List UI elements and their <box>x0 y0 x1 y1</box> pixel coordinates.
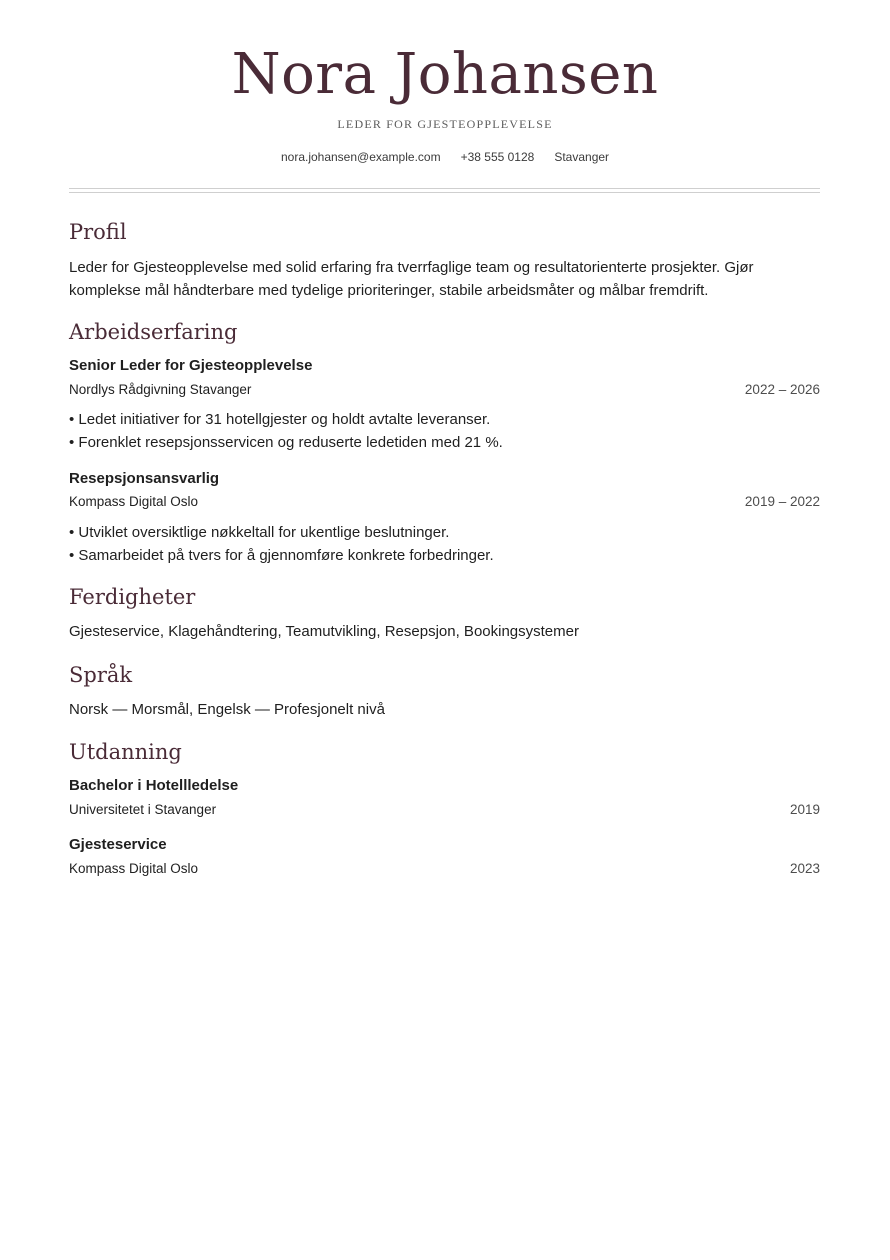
education-degree: Bachelor i Hotellledelse <box>69 777 239 794</box>
education-school: Kompass Digital Oslo <box>69 861 199 876</box>
contact-line <box>0 149 890 166</box>
section-heading-education: Utdanning <box>69 740 182 764</box>
job-company: Kompass Digital Oslo <box>69 494 199 509</box>
section-heading-languages: Språk <box>69 663 133 687</box>
job-bullet: • Utviklet oversiktlige nøkkeltall for ukentlige beslutninger. <box>69 521 821 544</box>
job-dates: 2019 – 2022 <box>744 494 820 509</box>
section-heading-skills: Ferdigheter <box>69 585 196 609</box>
education-meta <box>69 801 820 819</box>
job-bullet: • Forenklet resepsjonsservicen og reduserte ledetiden med 21 %. <box>69 431 821 454</box>
job-bullet: • Ledet initiativer for 31 hotellgjester og holdt avtalte leveranser. <box>69 408 821 431</box>
job-dates: 2022 – 2026 <box>744 382 820 397</box>
education-year: 2019 <box>789 802 820 817</box>
contact-email[interactable]: nora.johansen@example.com <box>280 150 441 164</box>
job-bullets <box>69 408 821 454</box>
contact-phone[interactable]: +38 555 0128 <box>460 150 535 164</box>
job-role: Senior Leder for Gjesteopplevelse <box>69 357 313 374</box>
education-school: Universitetet i Stavanger <box>69 802 217 817</box>
contact-location: Stavanger <box>554 150 610 164</box>
section-heading-profile: Profil <box>69 220 127 244</box>
job-meta <box>69 493 820 511</box>
section-heading-experience: Arbeidserfaring <box>69 320 238 344</box>
profile-text: Leder for Gjesteopplevelse med solid erfaring fra tverrfaglige team og resultatorienterte prosjekter. Gjør komplekse mål håndterbare med tydelige prioriteringer, stabile arbeidsmåter og målbar fremdrift. <box>69 259 754 299</box>
candidate-title: LEDER FOR GJESTEOPPLEVELSE <box>337 117 553 131</box>
job-role: Resepsjonsansvarlig <box>69 470 220 487</box>
job-bullets <box>69 521 821 567</box>
candidate-name: Nora Johansen <box>231 42 659 107</box>
job-company: Nordlys Rådgivning Stavanger <box>69 382 252 397</box>
education-degree: Gjesteservice <box>69 836 167 853</box>
job-bullet: • Samarbeidet på tvers for å gjennomføre konkrete forbedringer. <box>69 544 821 567</box>
skills-text: Gjesteservice, Klagehåndtering, Teamutvikling, Resepsjon, Bookingsystemer <box>69 623 579 640</box>
languages-text: Norsk — Morsmål, Engelsk — Profesjonelt nivå <box>69 701 385 718</box>
header-divider <box>69 188 820 193</box>
education-year: 2023 <box>789 861 820 876</box>
job-meta <box>69 381 820 399</box>
education-meta <box>69 860 820 878</box>
